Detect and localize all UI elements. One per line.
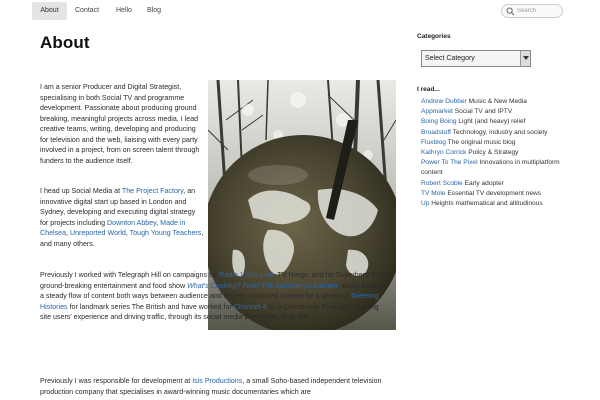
list-item-desc: Policy & Strategy: [466, 149, 519, 157]
dropdown-arrow[interactable]: [520, 51, 530, 66]
text: I head up Social Media at: [40, 187, 122, 195]
reading-list: [421, 97, 571, 209]
text: ,: [66, 229, 70, 237]
text: Previously I worked with Telegraph Hill on campaigns for: [40, 271, 220, 279]
social-media-paragraph: [40, 186, 205, 249]
text: , which involved a steady flow of content both ways between audience and screen. I sourced content for a series of: [40, 281, 388, 300]
categories-heading: Categories: [417, 33, 451, 40]
link-tweeting-histories[interactable]: Tweeting Histories: [40, 292, 379, 311]
link-downton-abbey[interactable]: Downton Abbey: [107, 218, 157, 227]
category-select[interactable]: [421, 50, 531, 67]
text: , a small Soho-based independent television production company that specialises in award-winning music documentaries which are: [40, 377, 382, 396]
nav-hello[interactable]: Hello: [116, 7, 132, 14]
link-andrew-dubber[interactable]: Andrew Dubber: [421, 98, 467, 105]
search-input[interactable]: [517, 6, 561, 16]
list-item: [421, 189, 571, 199]
text: , an innovative digital start up based in London and Sydney, developing and executing digital strategy for projects including: [40, 187, 196, 227]
link-robert-scoble[interactable]: Robert Scoble: [421, 179, 463, 187]
link-channel-4[interactable]: Channel 4: [233, 302, 267, 311]
text: as a Community Producer, shaping site users' experience and driving traffic, through its social media presences, to its site.: [40, 302, 379, 321]
nav-blog[interactable]: Blog: [147, 7, 162, 14]
link-appmarket[interactable]: Appmarket: [421, 108, 453, 116]
link-radio-1-xtra-live[interactable]: Radio 1 Xtra Live: [219, 271, 274, 279]
link-whats-cooking[interactable]: What's Cooking? From The Sainsbury's Kitchen: [187, 281, 338, 290]
link-fluxblog[interactable]: Fluxblog: [421, 138, 446, 146]
list-item-desc: Heights mathematical and altitudinous: [429, 200, 543, 208]
list-item-desc: Music & New Media: [466, 98, 527, 105]
list-item: [421, 148, 571, 158]
link-the-project-factory[interactable]: The Project Factory: [121, 187, 184, 195]
nav-about[interactable]: About: [32, 2, 67, 20]
list-item: [421, 97, 571, 107]
list-item: [421, 117, 571, 127]
list-item: [421, 128, 571, 138]
link-tough-young-teachers[interactable]: Tough Young Teachers: [129, 229, 202, 237]
search-box[interactable]: [501, 4, 563, 18]
link-boing-boing[interactable]: Boing Boing: [421, 118, 457, 126]
page-title: About: [40, 33, 90, 52]
i-read-heading: I read...: [417, 86, 440, 93]
list-item-desc: Early adopter: [462, 179, 504, 187]
link-isis-productions[interactable]: Isis Productions: [192, 377, 243, 385]
list-item-desc: Essential TV development news: [445, 189, 542, 197]
previous-work-paragraph: [40, 270, 390, 323]
list-item-desc: Light (and heavy) relief: [456, 118, 526, 126]
text: Previously I was responsible for development at: [40, 377, 193, 385]
intro-paragraph: I am a senior Producer and Digital Strategist, specialising in both Social TV and programme development. Passionate about producing ground breaking, meaningful projects across media, I lead creative teams, writing, developing and producing for television and the web, liaising with every party involved in a project, from on screen talent through funders to the audience itself.: [40, 83, 200, 165]
list-item-desc: Technology, industry and society: [450, 128, 548, 136]
list-item-desc: The original music blog: [445, 138, 516, 146]
link-kathryn-corrick[interactable]: Kathryn Corrick: [421, 149, 467, 157]
link-up[interactable]: Up: [421, 200, 430, 208]
list-item-desc: Social TV and IPTV: [452, 108, 513, 116]
category-select-value: Select Category: [425, 55, 475, 62]
link-tv-mole[interactable]: TV Mole: [421, 189, 446, 197]
list-item: [421, 107, 571, 117]
text: for landmark series The British and have worked for: [67, 302, 234, 311]
list-item: [421, 199, 571, 209]
list-item-desc: Innovations in multiplatform content: [421, 159, 560, 177]
list-item: [421, 179, 571, 189]
nav-contact[interactable]: Contact: [75, 7, 100, 14]
link-broadstuff[interactable]: Broadstuff: [421, 128, 451, 136]
top-navigation: [0, 0, 600, 22]
link-power-to-the-pixel[interactable]: Power To The Pixel: [421, 159, 478, 167]
text: ,: [125, 229, 130, 237]
list-item: [421, 138, 571, 148]
text: , TV Norge, and for Superhero TV on ground-breaking entertainment and food show: [40, 271, 390, 290]
search-icon: [506, 7, 515, 16]
text: ,: [156, 218, 161, 227]
text: , and many others.: [40, 229, 204, 248]
link-unreported-world[interactable]: Unreported World: [69, 229, 126, 237]
chevron-down-icon: [523, 56, 529, 61]
list-item: [421, 158, 571, 178]
development-paragraph: [40, 376, 390, 397]
link-made-in-chelsea[interactable]: Made in Chelsea: [40, 218, 186, 237]
